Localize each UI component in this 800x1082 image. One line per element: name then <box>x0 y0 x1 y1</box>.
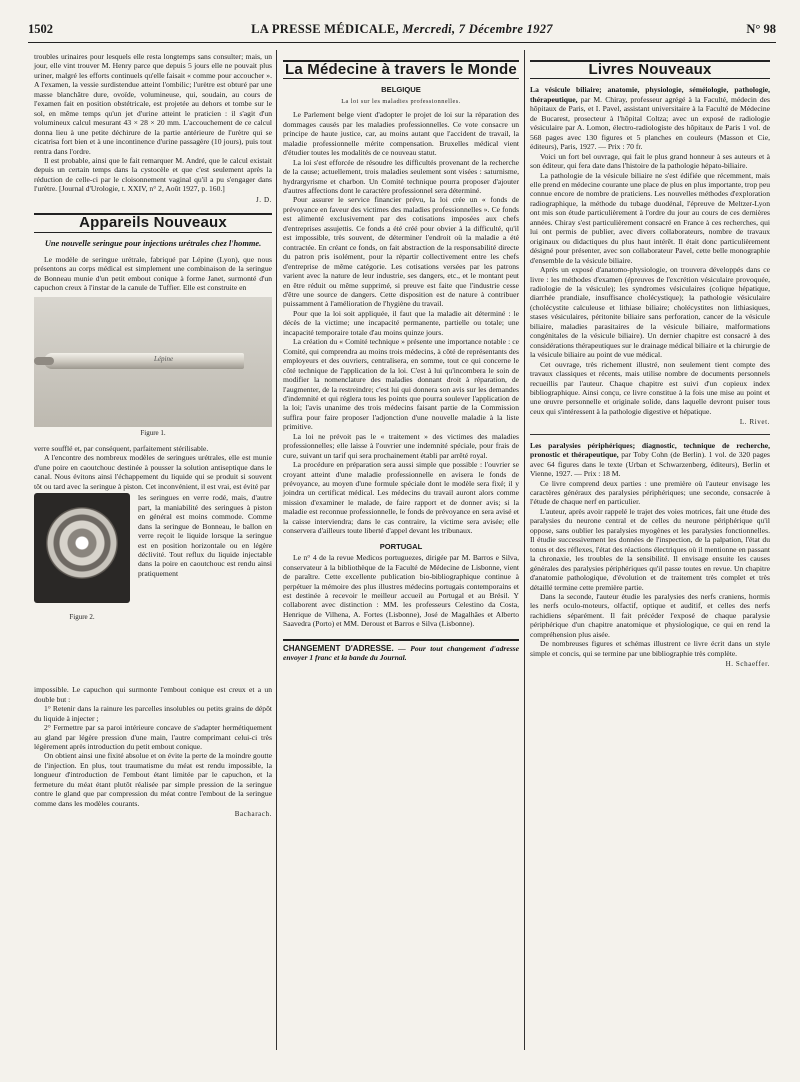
paragraph: Le modèle de seringue urétrale, fabriqué par Lépine (Lyon), que nous présentons au corps médical est simplement une combinaison de la seringue de Bonneau munie d'un petit embout conique à forme Janet, surmonté d'un capuchon creux à l'instar de la canule de Tuffier. Elle est construite en <box>34 254 272 293</box>
paragraph: verre soufflé et, par conséquent, parfaitement stérilisable. <box>34 443 209 453</box>
book-title: Les paralysies périphériques; diagnostic, technique de recherche, pronostic et thérapeutique, <box>530 440 770 460</box>
article-subtitle: Une nouvelle seringue pour injections urétrales chez l'homme. <box>44 238 262 248</box>
section-title: Appareils Nouveaux <box>34 213 272 232</box>
paragraph: Pour que la loi soit appliquée, il faut que la maladie ait déterminé : le décès de la victime; une incapacité permanente, partielle ou totale; une incapacité temporaire totale d'au moins quinze jours. <box>283 308 519 337</box>
figure-1-syringe-photo <box>34 297 272 427</box>
article-subhead: La loi sur les maladies professionnelles. <box>341 97 461 105</box>
signature: Bacharach. <box>234 810 272 819</box>
signature: L. Rivet. <box>739 418 770 427</box>
syringe-end-view <box>46 507 118 579</box>
paragraph: Le Parlement belge vient d'adopter le projet de loi sur la réparation des dommages causés par les maladies professionnelles. Ce vote consacre un principe de haute justice, car, au moins autant que l'accident de travail, la maladie professionnelle mérite compensation. Bruxelles médical vient d'étudier toutes les modalités de ce nouveau statut. <box>283 110 519 158</box>
paragraph: La procédure en préparation sera aussi simple que possible : l'ouvrier se croyant atteint d'une maladie professionnelle en avisera le fonds de prévoyance, au moyen d'une formule spéciale dont le modèle sera fixé; il y joindra un certificat médical. Les médecins du travail auront alors comme mission d'examiner le malade, de faire rapport et de donner avis; si la maladie est reconnue professionnelle, le fonds de prévoyance en sera avisé et la caisse interviendra; dans le cas contraire, la victime sera avisée; elle conservera d'ailleurs toute liberté d'appel devant les tribunaux. <box>283 460 519 536</box>
paragraph: 2° Fermettre par sa paroi intérieure concave de s'adapter hermétiquement au gland par légère pression d'une main, l'autre comprimant celui-ci très légèrement après introduction du petit embout conique. <box>34 723 272 751</box>
paragraph: Cet ouvrage, très richement illustré, non seulement tient compte des travaux classiques et récents, mais utilise nombre de documents personnels recueillis par l'auteur. Chaque chapitre est suivi d'un copieux index bibliographique. Ainsi conçu, ce livre constitue à la fois une mise au point et une œuvre personnelle et originale solide, dans laquelle devront puiser tous ceux qui s'intéressent à la pathologie digestive et hépatique. <box>530 359 770 416</box>
paragraph: Voici un fort bel ouvrage, qui fait le plus grand honneur à ses auteurs et à son éditeur, qui fera date dans l'histoire de la pathologie hépato-biliaire. <box>530 151 770 171</box>
column-left <box>34 52 272 820</box>
book-meta: par Toby Cohn (de Berlin). 1 vol. de 320 pages avec 64 figures dans le texte (Urban et Schwarzenberg, éditeurs), Berlin et Vienne, 1927. — Prix : 18 M. <box>530 450 770 479</box>
paragraph: Il est probable, ainsi que le fait remarquer M. André, que le calcul existait depuis un certain temps dans la cystocèle et que c'est seulement après la réduction de celle-ci par le cloisonnement vaginal qu'il a pu s'engager dans l'urètre. [Journal d'Urologie, t. XXIV, n° 2, Août 1927, p. 160.] <box>34 155 272 194</box>
column-middle <box>283 52 519 663</box>
issue-number: N° 98 <box>746 22 776 36</box>
paragraph: 1° Retenir dans la rainure les parcelles insolubles ou petits grains de dépôt du liquide à injecter ; <box>34 704 272 723</box>
paragraph: Pour assurer le service financier prévu, la loi crée un « fonds de prévoyance en faveur des victimes des maladies professionnelles ». Ce fonds est alimenté exclusivement par des cotisations imposées aux chefs d'entreprises assujettis. Ce fonds a été créé pour obvier à la difficulté, qu'il est impossible, très souvent, de déterminer l'endroit où la maladie a été contractée. En créant ce fonds, on fait abstraction de la responsabilité directe du patron pris isolément, pour la répartir collectivement entre les chefs d'entreprise de même catégorie. Les cotisations versées par les patrons varient avec la nature de leur industrie, ses dangers, etc., et le montant peut en être réduit ou même supprimé, si preuve est faite que l'industrie cesse d'être une source de dangers. Cette disposition est de nature à contribuer puissamment à l'amélioration de l'hygiène du travail. <box>283 195 519 309</box>
journal-title-line <box>28 22 776 37</box>
syringe-tip <box>34 357 54 365</box>
divider <box>530 434 770 435</box>
country-heading: BELGIQUE <box>381 85 421 95</box>
page-header <box>28 20 776 43</box>
signature: J. D. <box>255 195 272 204</box>
paragraph: Dans la seconde, l'auteur étudie les paralysies des nerfs craniens, hormis les nerfs oculo-moteurs, olfactif, optique et auditif, et celles des nerfs rachidiens séparément. Il fait précéder l'exposé de chaque paralysie périphérique d'un chapitre anatomique et physiologique, ce qui en rend la compréhension plus aisée. <box>530 592 770 639</box>
figure-2-syringe-end-photo <box>34 493 130 603</box>
paragraph: Le n° 4 de la revue Medicos portuguezes, dirigée par M. Barros e Silva, conservateur à la bibliothèque de la Faculté de Médecine de Lisbonne, vient de paraître. Cette excellente publication bio-bibliographique continue à perpétuer la mémoire des plus illustres médecins portugais contemporains et est destinée à recevoir le meilleur accueil au Portugal et au Brésil. Y collaborent avec distinction : MM. les professeurs Celestino da Costa, Henrique de Vilhena, A. Fortes (Lisbonne), José de Magalhães et Alberto Saavedra (Porto) et MM. Deroust et Barros e Silva (Lisbonne). <box>283 553 519 629</box>
notice-text: — Pour tout changement d'adresse envoyer 1 franc et la bande du Journal. <box>283 643 519 663</box>
paragraph: Ce livre comprend deux parties : une première où l'auteur envisage les caractères généraux des paralysies périphériques; une seconde, consacrée à l'étude de chaque nerf en particulier. <box>530 478 770 507</box>
book-title: La vésicule biliaire; anatomie, physiologie, séméiologie, pathologie, thérapeutique, <box>530 85 770 104</box>
signature: H. Schaeffer. <box>725 660 770 669</box>
paragraph: La création du « Comité technique » présente une importance notable : ce Comité, qui comprendra au moins trois médecins, à côté de représentants des employeurs et des ouvriers, centralisera, en somme, tout ce qui concerne le côté technique de l'application de la loi. C'est à lui qu'incombera le soin de modifier la nomenclature des maladies donnant droit à réparation, de l'augmenter, de la restreindre; c'est lui qui donnera son avis sur les demandes d'indemnité et qui réglera tous les points que pourra soulever l'application de la loi; l'avis unanime des trois médecins faisant partie de la Commission suffira pour faire proposer l'adjonction d'une nouvelle maladie à la liste primitive. <box>283 337 519 432</box>
country-heading: PORTUGAL <box>379 541 423 551</box>
book-meta: par M. Chiray, professeur agrégé à la Faculté, médecin des hôpitaux de Paris, et I. Pavel, assistant universitaire à la Faculté de Médecine de Bucarest, prosecteur à l'hôpital Coltza; avec un exposé de radiologie vésiculaire par A. Lomon, électro-radiologiste des hôpitaux de Paris 1 vol. de 568 pages avec 130 figures et 5 planches en couleurs (Masson et Cie, éditeurs), Paris, 1927. — Prix : 70 fr. <box>530 94 771 152</box>
paragraph: les seringues en verre rodé, mais, d'autre part, la maniabilité des seringues à piston en général est moins commode. Comme dans la seringue de Bonneau, le ballon en verre reçoit le liquide lorsque la seringue est en position horizontale ou en légère déclivité. Tout reflux du liquide injectable dans la poire en caoutchouc est rendu ainsi pratiquement <box>138 493 272 578</box>
paragraph: impossible. Le capuchon qui surmonte l'embout conique est creux et a un double but : <box>34 685 272 704</box>
paragraph: Après un exposé d'anatomo-physiologie, on trouvera développés dans ce livre : les méthodes d'examen (épreuves de l'excrétion vésiculaire provoquée, radiologie de la vésicule); les syndromes vésiculaires (colique hépatique, diarrhée prandiale, insuffisance cholécystique); la pathologie vésiculaire (cholécystite calculeuse et lithiase biliaire; cholécystites non lithiasiques, stases vésiculaires, péritonite biliaire sans perforation, cancer de la vésicule biliaire, maladies parasitaires de la vésicule biliaire, malformations congénitales de la vésicule biliaire). Un dernier chapitre est consacré à des considérations thérapeutiques sur le drainage médical biliaire et la chirurgie de la vésicule biliaire au point de vue médical. <box>530 265 770 360</box>
paragraph: De nombreuses figures et schémas illustrent ce livre écrit dans un style simple et concis, qui se termine par une bibliographie très complète. <box>530 639 770 658</box>
paragraph: On obtient ainsi une fixité absolue et on évite la perte de la moindre goutte de l'injection. En plus, tout traumatisme du méat est rendu impossible, la longueur d'introduction de l'embout étant limitée par le capuchon, et la fermeture du méat étant plutôt réalisée par simple pression de la seringue contre le gland que par compression du méat contre l'embout de la seringue comme dans les modèles courants. <box>34 751 272 808</box>
syringe-body <box>44 353 244 369</box>
page-number: 1502 <box>28 22 53 36</box>
figure-2-block <box>34 493 272 683</box>
column-rule-2 <box>524 50 525 1050</box>
notice-box <box>283 639 519 663</box>
paragraph: La loi ne prévoit pas le « traitement » des victimes des maladies professionnelles; elle laisse à l'ouvrier une indemnité spéciale, pour frais de cure, suivant un tarif qui sera prochainement établi par arrêté royal. <box>283 431 519 460</box>
figure-caption: Figure 1. <box>140 428 166 437</box>
journal-title: LA PRESSE MÉDICALE, <box>251 22 399 36</box>
syringe-engraving: Lépine <box>154 354 174 363</box>
section-title: Livres Nouveaux <box>530 60 770 79</box>
paragraph: troubles urinaires pour lesquels elle resta longtemps sans consulter; mais, un jour, elle vint trouver M. Henry parce que depuis 5 jours elle ne pouvait plus uriner, malgré les efforts continuels qu'elle faisait « comme pour accoucher ». A l'examen, la vessie surdistendue atteint l'ombilic; l'urètre est obturé par une masse blanchâtre dure, ovoïde, volumineuse, qui, soudain, au cours de l'examen fait en position obstétricale, est projetée au dehors et tombe sur le sol, en même temps qu'un jet d'urine atteint le praticien : il s'agit d'un volumineux calcul mesurant 43 × 28 × 20 mm. L'accouchement de ce calcul donna lieu à une petite déchirure de la partie antérieure de l'urètre qui se cicatrisa fort bien et à une incontinence d'urine passagère (10 jours), puis tout rentra dans l'ordre. <box>34 52 272 156</box>
paragraph: A l'encontre des nombreux modèles de seringues urétrales, elle est munie d'une poire en caoutchouc destinée à pousser la solution antiseptique dans le canal. Nous évitons ainsi l'échappement du liquide qui se produit si souvent tôt ou tard avec la seringue à piston. Cet inconvénient, il est vrai, est évité par <box>34 453 272 491</box>
paragraph: L'auteur, après avoir rappelé le trajet des voies motrices, fait une étude des paralysies du neurone central et de celles du neurone périphérique qu'il oppose, sans oublier les paralysies myogènes et les paralysies fonctionnelles. Il étudie successivement les données de l'inspection, de la palpation, l'état du tonus et des réflexes, l'état des réactions électriques où il mentionne en passant la chronaxie, les troubles de la sensibilité. Il envisage ensuite les causes générales des paralysies périphériques qu'il passe toutes en revue. Un chapitre d'anatomie pathologique, d'évolution et de traitement très complet et très détaillé termine cette première partie. <box>530 506 770 592</box>
column-rule-1 <box>276 50 277 1050</box>
figure-caption: Figure 2. <box>69 613 95 622</box>
paragraph: La pathologie de la vésicule biliaire ne s'est édifiée que récemment, mais elle prend en médecine courante une place de plus en plus importante, trop peu connue encore de nombre de praticiens. Les nouvelles méthodes d'exploration radiographique, la méthode du tubage duodénal, l'épreuve de Meltzer-Lyon ont mis son étude particulièrement à l'ordre du jour au cours de ces dernières années. Chiray s'est particulièrement consacré en France à ces recherches, qui lui ont permis de publier, avec divers collaborateurs, nombre de travaux originaux ou didactiques du plus haut intérêt. Il était donc particulièrement désigné pour présenter, avec son collaborateur Pavel, cette belle monographie d'ensemble de la vésicule biliaire. <box>530 170 770 265</box>
paragraph: La loi s'est efforcée de résoudre les difficultés provenant de la recherche de la cause; actuellement, trois maladies seulement sont visées : saturnisme, hydrargyrisme et charbon. Un Comité technique pourra proposer d'ajouter d'autres affections dont le caractère professionnel sera déterminé. <box>283 157 519 195</box>
notice-title: CHANGEMENT D'ADRESSE. <box>283 643 394 653</box>
column-right <box>530 52 770 670</box>
issue-date: Mercredi, 7 Décembre 1927 <box>402 22 553 36</box>
section-title: La Médecine à travers le Monde <box>283 60 519 79</box>
